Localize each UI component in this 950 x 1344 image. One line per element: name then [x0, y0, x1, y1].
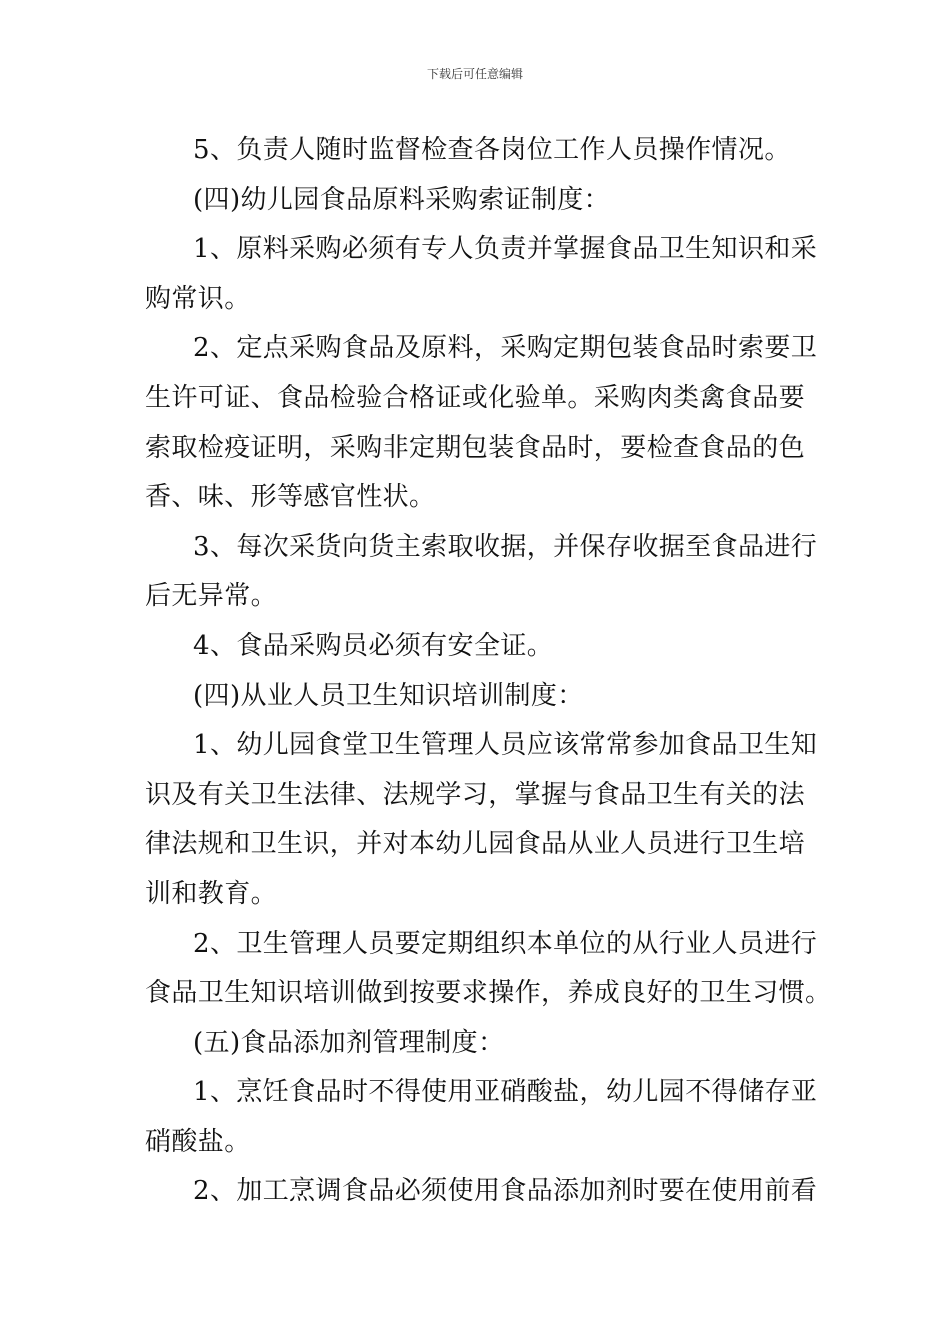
text-line: 2、定点采购食品及原料，采购定期包装食品时索要卫	[193, 333, 818, 364]
text-line: 3、每次采货向货主索取收据，并保存收据至食品进行	[193, 531, 818, 562]
text-line: 识及有关卫生法律、法规学习，掌握与食品卫生有关的法	[145, 779, 806, 810]
text-line: 4、食品采购员必须有安全证。	[193, 630, 554, 661]
text-line: 硝酸盐。	[145, 1126, 251, 1157]
text-line: 2、卫生管理人员要定期组织本单位的从行业人员进行	[193, 928, 818, 959]
section-heading: (四)幼儿园食品原料采购索证制度：	[193, 184, 611, 215]
section-heading: (四)从业人员卫生知识培训制度：	[193, 680, 584, 711]
text-line: 1、原料采购必须有专人负责并掌握食品卫生知识和采	[193, 234, 818, 265]
document-body	[145, 126, 832, 1217]
text-line: 生许可证、食品检验合格证或化验单。采购肉类禽食品要	[145, 382, 806, 413]
text-line: 2、加工烹调食品必须使用食品添加剂时要在使用前看	[193, 1176, 818, 1207]
text-line: 1、幼儿园食堂卫生管理人员应该常常参加食品卫生知	[193, 730, 818, 761]
text-line: 食品卫生知识培训做到按要求操作，养成良好的卫生习惯。	[145, 978, 832, 1009]
text-line: 索取检疫证明，采购非定期包装食品时，要检查食品的色	[145, 432, 806, 463]
text-line: 5、负责人随时监督检查各岗位工作人员操作情况。	[193, 135, 791, 165]
text-line: 训和教育。	[145, 878, 278, 909]
text-line: 香、味、形等感官性状。	[145, 482, 436, 513]
text-line: 律法规和卫生识，并对本幼儿园食品从业人员进行卫生培	[145, 829, 806, 860]
text-line: 后无异常。	[145, 581, 278, 612]
section-heading: (五)食品添加剂管理制度：	[193, 1027, 505, 1058]
text-line: 购常识。	[145, 283, 251, 314]
page-header: 下载后可任意编辑	[426, 67, 523, 81]
text-line: 1、烹饪食品时不得使用亚硝酸盐，幼儿园不得储存亚	[193, 1077, 818, 1108]
